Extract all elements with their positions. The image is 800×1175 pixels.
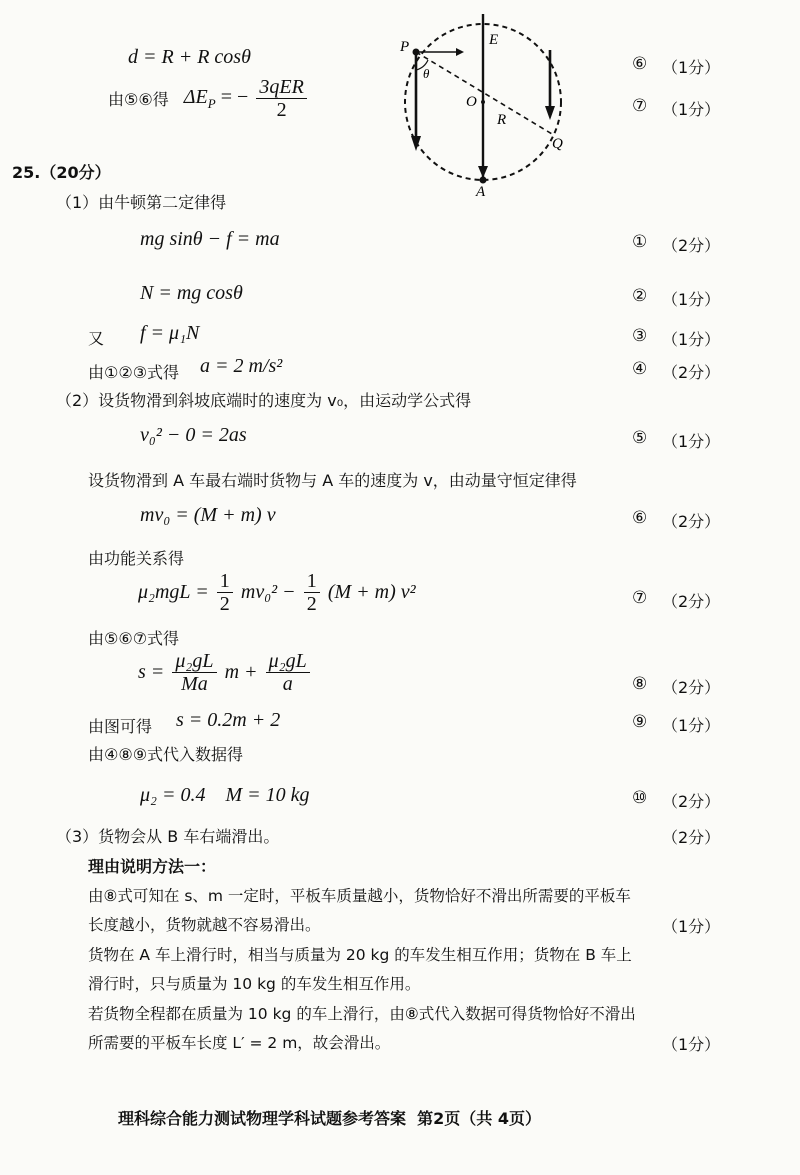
text-line: 由⑤⑥⑦式得 [88,629,180,648]
eq-marker: ③ [632,326,648,346]
label-r: R [497,112,507,128]
circle-field-diagram [380,6,590,196]
score: （1分） [662,716,721,735]
equation-normal: N = mg cosθ [140,282,243,304]
reason-line: 若货物全程都在质量为 10 kg 的车上滑行，由⑧式代入数据可得货物恰好不滑出 [88,1005,636,1023]
equation-prefix: 由①②③式得 [88,363,180,382]
score: （2分） [662,828,721,847]
left-arrow-head [411,136,421,151]
reason-line: 长度越小，货物就越不容易滑出。 [88,916,321,934]
reason-line: 所需要的平板车长度 L′ = 2 m，故会滑出。 [88,1034,391,1052]
score: （1分） [662,58,721,77]
equation-newton: mg sinθ − f = ma [140,228,280,250]
label-a: A [476,184,486,196]
text-line: 由④⑧⑨式代入数据得 [88,745,244,764]
part3-intro: （3）货物会从 B 车右端滑出。 [56,827,280,846]
reason-line: 货物在 A 车上滑行时，相当与质量为 20 kg 的车发生相互作用；货物在 B 车上 [88,946,632,964]
field-arrow-head [478,166,488,178]
score: （1分） [662,1035,721,1054]
score: （2分） [662,512,721,531]
equation-prefix: 由⑤⑥得 [108,90,169,109]
equation-momentum: mv₀ = (M + m) v [140,504,276,526]
eq-marker: ① [632,232,648,252]
score: （1分） [662,432,721,451]
score: （1分） [662,917,721,936]
part2-intro: （2）设货物滑到斜坡底端时的速度为 v₀，由运动学公式得 [56,391,472,410]
score: （1分） [662,290,721,309]
equation-accel: a = 2 m/s² [200,355,283,377]
score: （1分） [662,100,721,119]
eq-marker: ⑨ [632,712,648,732]
equation-friction: f = μ₁N [140,322,200,344]
fraction: $\frac{\text{μ₂gL}}{a}$ [266,650,310,695]
score: （2分） [662,592,721,611]
eq-marker: ⑧ [632,674,648,694]
equation-prefix: 由图可得 [88,717,153,736]
eq-marker: ⑩ [632,788,648,808]
fraction: $\frac{1}{2}$ [304,570,320,615]
eq-marker: ⑤ [632,428,648,448]
reason-line: 由⑧式可知在 s、m 一定时，平板车质量越小，货物恰好不滑出所需要的平板车 [88,887,631,905]
equation-kinematics: v₀² − 0 = 2as [140,424,247,446]
eq-marker: ⑦ [632,96,648,116]
velocity-arrow-head [456,48,464,56]
label-o: O [466,94,477,110]
reason-title: 理由说明方法一： [88,857,217,876]
label-theta: θ [423,66,430,81]
score: （1分） [662,330,721,349]
equation-prefix: 又 [88,329,105,348]
equation-lhs: $\Delta E_P$ = − [183,85,249,111]
fraction: $\frac{\text{μ₂gL}}{Ma}$ [172,650,216,695]
reason-line: 滑行时，只与质量为 10 kg 的车发生相互作用。 [88,975,421,993]
point-a [480,177,487,184]
equation-s: s = $\frac{\text{μ₂gL}}{Ma}$ m + $\frac{\text{μ₂gL}}{a}$ [138,650,313,695]
equation-graph: s = 0.2m + 2 [176,709,281,731]
label-e: E [489,32,499,48]
text-line: 设货物滑到 A 车最右端时货物与 A 车的速度为 v，由动量守恒定律得 [88,471,577,490]
equation-d: d = R + R cosθ [128,46,251,68]
point-p [413,49,420,56]
eq-marker: ⑦ [632,588,648,608]
fraction: $\frac{1}{2}$ [217,570,233,615]
score: （2分） [662,236,721,255]
score: （2分） [662,363,721,382]
score: （2分） [662,792,721,811]
page-footer: 理科综合能力测试物理学科试题参考答案 第2页（共 4页） [118,1109,541,1128]
eq-marker: ⑥ [632,508,648,528]
fraction: $\frac{\text{3qER}}{2}$ [256,76,306,121]
equation-delta-ep [108,76,310,121]
equation-energy: μ₂mgL = $\frac{1}{2}$ mv₀² − $\frac{1}{2}$ (M + m) v² [138,570,416,615]
score: （2分） [662,678,721,697]
part1-intro: （1）由牛顿第二定律得 [56,193,227,212]
eq-marker: ⑥ [632,54,648,74]
label-q: Q [552,136,563,152]
question-heading: 25.（20分） [12,163,111,182]
right-arrow-head [545,106,555,120]
eq-marker: ② [632,286,648,306]
eq-marker: ④ [632,359,648,379]
equation-result: μ₂ = 0.4 M = 10 kg [140,784,310,806]
text-line: 由功能关系得 [88,549,185,568]
point-o [481,100,485,104]
label-p: P [400,39,410,55]
